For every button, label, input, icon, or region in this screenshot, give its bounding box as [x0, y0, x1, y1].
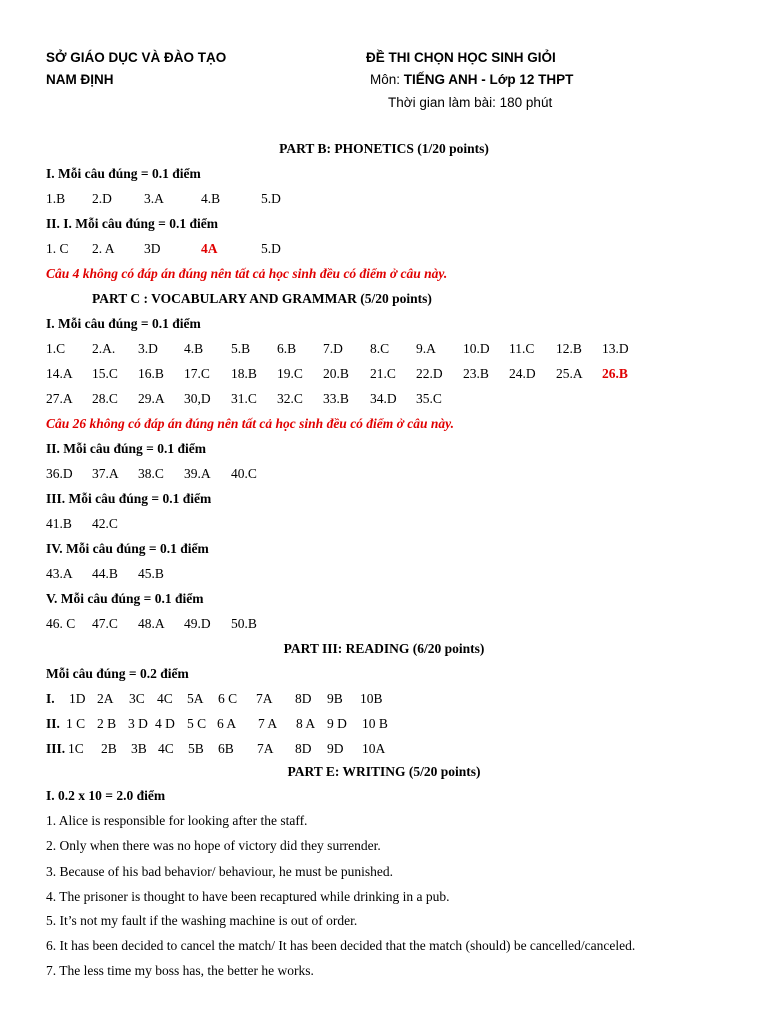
- answer-item: 14.A: [46, 366, 73, 381]
- answer-item: 10 B: [362, 716, 388, 731]
- answer-item: 15.C: [92, 366, 118, 381]
- answer-item: 42.C: [92, 516, 118, 531]
- subject-name: TIẾNG ANH - Lớp 12 THPT: [403, 72, 574, 87]
- answer-item: 6B: [218, 741, 234, 756]
- answer-item: 3 D: [128, 716, 148, 731]
- answer-item: 18.B: [231, 366, 257, 381]
- answer-item: 6 A: [217, 716, 237, 731]
- answer-item: 1D: [69, 691, 86, 706]
- answer-item: 45.B: [138, 566, 164, 581]
- answer-item: 27.A: [46, 391, 73, 406]
- answer-item: 9.A: [416, 341, 436, 356]
- answer-item: 10.D: [463, 341, 490, 356]
- answer-item: 8D: [295, 691, 312, 706]
- answer-item: 30,D: [184, 391, 211, 406]
- answer-item: 7A: [256, 691, 273, 706]
- part-b-title: PART B: PHONETICS (1/20 points): [279, 141, 489, 156]
- answer-item: 48.A: [138, 616, 165, 631]
- answer-item: 38.C: [138, 466, 164, 481]
- part-iii-heading: Mỗi câu đúng = 0.2 điểm: [46, 666, 189, 681]
- answer-item: 21.C: [370, 366, 396, 381]
- answer-item: 47.C: [92, 616, 118, 631]
- part-iii-title: PART III: READING (6/20 points): [283, 641, 485, 656]
- writing-answer: 5. It’s not my fault if the washing machine is out of order.: [46, 913, 358, 928]
- answer-item: 2.A.: [92, 341, 116, 356]
- answer-item: 5.D: [261, 191, 281, 206]
- subject-prefix: Môn:: [370, 72, 404, 87]
- answer-item: 19.C: [277, 366, 303, 381]
- answer-item: 10A: [362, 741, 386, 756]
- answer-item: 46. C: [46, 616, 76, 631]
- part-e-heading: I. 0.2 x 10 = 2.0 điểm: [46, 788, 166, 803]
- answer-item: 2B: [101, 741, 117, 756]
- part-c-section-1-heading: I. Mỗi câu đúng = 0.1 điểm: [46, 316, 201, 331]
- answer-item: 31.C: [231, 391, 257, 406]
- answer-item: 4C: [158, 741, 174, 756]
- reading-row-label: I.: [46, 691, 55, 706]
- part-b-section-2-heading: II. I. Mỗi câu đúng = 0.1 điểm: [46, 216, 218, 231]
- answer-item: 9 D: [327, 716, 347, 731]
- answer-item: 2.D: [92, 191, 112, 206]
- answer-item: 20.B: [323, 366, 349, 381]
- answer-item: 3.A: [144, 191, 164, 206]
- answer-item: 2. A: [92, 241, 115, 256]
- answer-item: 5B: [188, 741, 204, 756]
- answer-item: 1C: [68, 741, 84, 756]
- part-c-section-5-heading: V. Mỗi câu đúng = 0.1 điểm: [46, 591, 204, 606]
- answer-item: 4.B: [201, 191, 221, 206]
- answer-item: 9D: [327, 741, 344, 756]
- answer-item: 10B: [360, 691, 383, 706]
- part-c-title: PART C : VOCABULARY AND GRAMMAR (5/20 points): [92, 291, 432, 306]
- answer-item: 11.C: [509, 341, 535, 356]
- answer-item: 3.D: [138, 341, 158, 356]
- answer-item: 4C: [157, 691, 173, 706]
- answer-item: 7A: [257, 741, 274, 756]
- answer-item: 3C: [129, 691, 145, 706]
- writing-answer: 2. Only when there was no hope of victory did they surrender.: [46, 838, 381, 853]
- subject-line: [370, 72, 573, 88]
- department-name: SỞ GIÁO DỤC VÀ ĐÀO TẠO: [46, 50, 227, 65]
- answer-item: 5A: [187, 691, 204, 706]
- answer-item: 1.C: [46, 341, 66, 356]
- province-name: NAM ĐỊNH: [46, 72, 114, 87]
- answer-item: 32.C: [277, 391, 303, 406]
- part-b-note: Câu 4 không có đáp án đúng nên tất cả học sinh đều có điểm ở câu này.: [46, 266, 448, 281]
- answer-item: 16.B: [138, 366, 164, 381]
- answer-item: 17.C: [184, 366, 210, 381]
- answer-item: 23.B: [463, 366, 489, 381]
- answer-item: 8.C: [370, 341, 390, 356]
- exam-title: ĐỀ THI CHỌN HỌC SINH GIỎI: [366, 50, 556, 65]
- part-c-section-2-heading: II. Mỗi câu đúng = 0.1 điểm: [46, 441, 206, 456]
- part-c-note: Câu 26 không có đáp án đúng nên tất cả học sinh đều có điểm ở câu này.: [46, 416, 455, 431]
- writing-answer: 6. It has been decided to cancel the match/ It has been decided that the match (should) be cancelled/canceled.: [46, 938, 636, 953]
- answer-item: 7.D: [323, 341, 343, 356]
- answer-item: 3D: [144, 241, 161, 256]
- answer-item: 49.D: [184, 616, 211, 631]
- answer-item: 6.B: [277, 341, 297, 356]
- answer-item: 43.A: [46, 566, 73, 581]
- answer-item: 5.B: [231, 341, 251, 356]
- writing-answer: 4. The prisoner is thought to have been recaptured while drinking in a pub.: [46, 889, 450, 904]
- answer-item: 44.B: [92, 566, 118, 581]
- answer-item: 9B: [327, 691, 343, 706]
- writing-answer: 3. Because of his bad behavior/ behaviour, he must be punished.: [46, 864, 393, 879]
- writing-answer: 7. The less time my boss has, the better he works.: [46, 963, 314, 978]
- answer-item: 34.D: [370, 391, 397, 406]
- answer-item: 6 C: [218, 691, 238, 706]
- answer-item: 8D: [295, 741, 312, 756]
- answer-item: 33.B: [323, 391, 349, 406]
- answer-item-highlighted: 26.B: [602, 366, 628, 381]
- answer-item: 2A: [97, 691, 114, 706]
- answer-item: 36.D: [46, 466, 73, 481]
- answer-item: 7 A: [258, 716, 278, 731]
- answer-item: 39.A: [184, 466, 211, 481]
- part-e-title: PART E: WRITING (5/20 points): [287, 764, 481, 779]
- answer-item: 25.A: [556, 366, 583, 381]
- reading-row-label: II.: [46, 716, 60, 731]
- exam-duration: Thời gian làm bài: 180 phút: [388, 95, 553, 110]
- answer-item: 1. C: [46, 241, 69, 256]
- answer-item: 13.D: [602, 341, 629, 356]
- answer-item: 12.B: [556, 341, 582, 356]
- answer-item: 50.B: [231, 616, 257, 631]
- answer-item: 4 D: [155, 716, 175, 731]
- answer-item: 35.C: [416, 391, 442, 406]
- answer-item: 22.D: [416, 366, 443, 381]
- reading-row-label: III.: [46, 741, 66, 756]
- answer-item: 40.C: [231, 466, 257, 481]
- part-c-section-3-heading: III. Mỗi câu đúng = 0.1 điểm: [46, 491, 212, 506]
- answer-item: 37.A: [92, 466, 119, 481]
- answer-item: 41.B: [46, 516, 72, 531]
- answer-item: 8 A: [296, 716, 316, 731]
- answer-item: 5 C: [187, 716, 207, 731]
- answer-item: 1.B: [46, 191, 66, 206]
- answer-item: 29.A: [138, 391, 165, 406]
- answer-item: 2 B: [97, 716, 117, 731]
- part-c-section-4-heading: IV. Mỗi câu đúng = 0.1 điểm: [46, 541, 209, 556]
- writing-answer: 1. Alice is responsible for looking after the staff.: [46, 813, 308, 828]
- answer-item: 1 C: [66, 716, 86, 731]
- part-b-section-1-heading: I. Mỗi câu đúng = 0.1 điểm: [46, 166, 201, 181]
- answer-item: 24.D: [509, 366, 536, 381]
- answer-item: 4.B: [184, 341, 204, 356]
- answer-item-highlighted: 4A: [201, 241, 218, 256]
- answer-item: 3B: [131, 741, 147, 756]
- answer-item: 28.C: [92, 391, 118, 406]
- answer-item: 5.D: [261, 241, 281, 256]
